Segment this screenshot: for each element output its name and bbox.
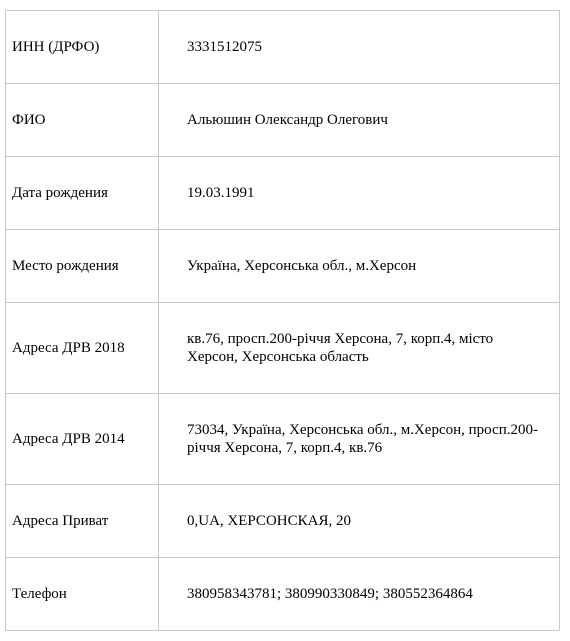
field-label: Телефон	[6, 558, 159, 631]
row-address-privat	[6, 485, 560, 558]
field-label: Дата рождения	[6, 157, 159, 230]
row-phone	[6, 558, 560, 631]
field-value: 73034, Україна, Херсонська обл., м.Херсон, просп.200-річчя Херсона, 7, корп.4, кв.76	[159, 394, 560, 485]
field-label: ФИО	[6, 84, 159, 157]
field-value: Україна, Херсонська обл., м.Херсон	[159, 230, 560, 303]
field-value: кв.76, просп.200-річчя Херсона, 7, корп.4, місто Херсон, Херсонська область	[159, 303, 560, 394]
row-birth-date	[6, 157, 560, 230]
row-address-drv-2014	[6, 394, 560, 485]
row-address-drv-2018	[6, 303, 560, 394]
field-value: 0,UA, ХЕРСОНСКАЯ, 20	[159, 485, 560, 558]
field-label: Адреса ДРВ 2018	[6, 303, 159, 394]
field-label: Место рождения	[6, 230, 159, 303]
field-label: Адреса ДРВ 2014	[6, 394, 159, 485]
field-value: Альюшин Олександр Олегович	[159, 84, 560, 157]
row-birth-place	[6, 230, 560, 303]
row-inn	[6, 11, 560, 84]
field-label: ИНН (ДРФО)	[6, 11, 159, 84]
row-full-name	[6, 84, 560, 157]
person-record-table	[5, 10, 560, 631]
field-label: Адреса Приват	[6, 485, 159, 558]
field-value: 3331512075	[159, 11, 560, 84]
field-value: 19.03.1991	[159, 157, 560, 230]
field-value: 380958343781; 380990330849; 380552364864	[159, 558, 560, 631]
